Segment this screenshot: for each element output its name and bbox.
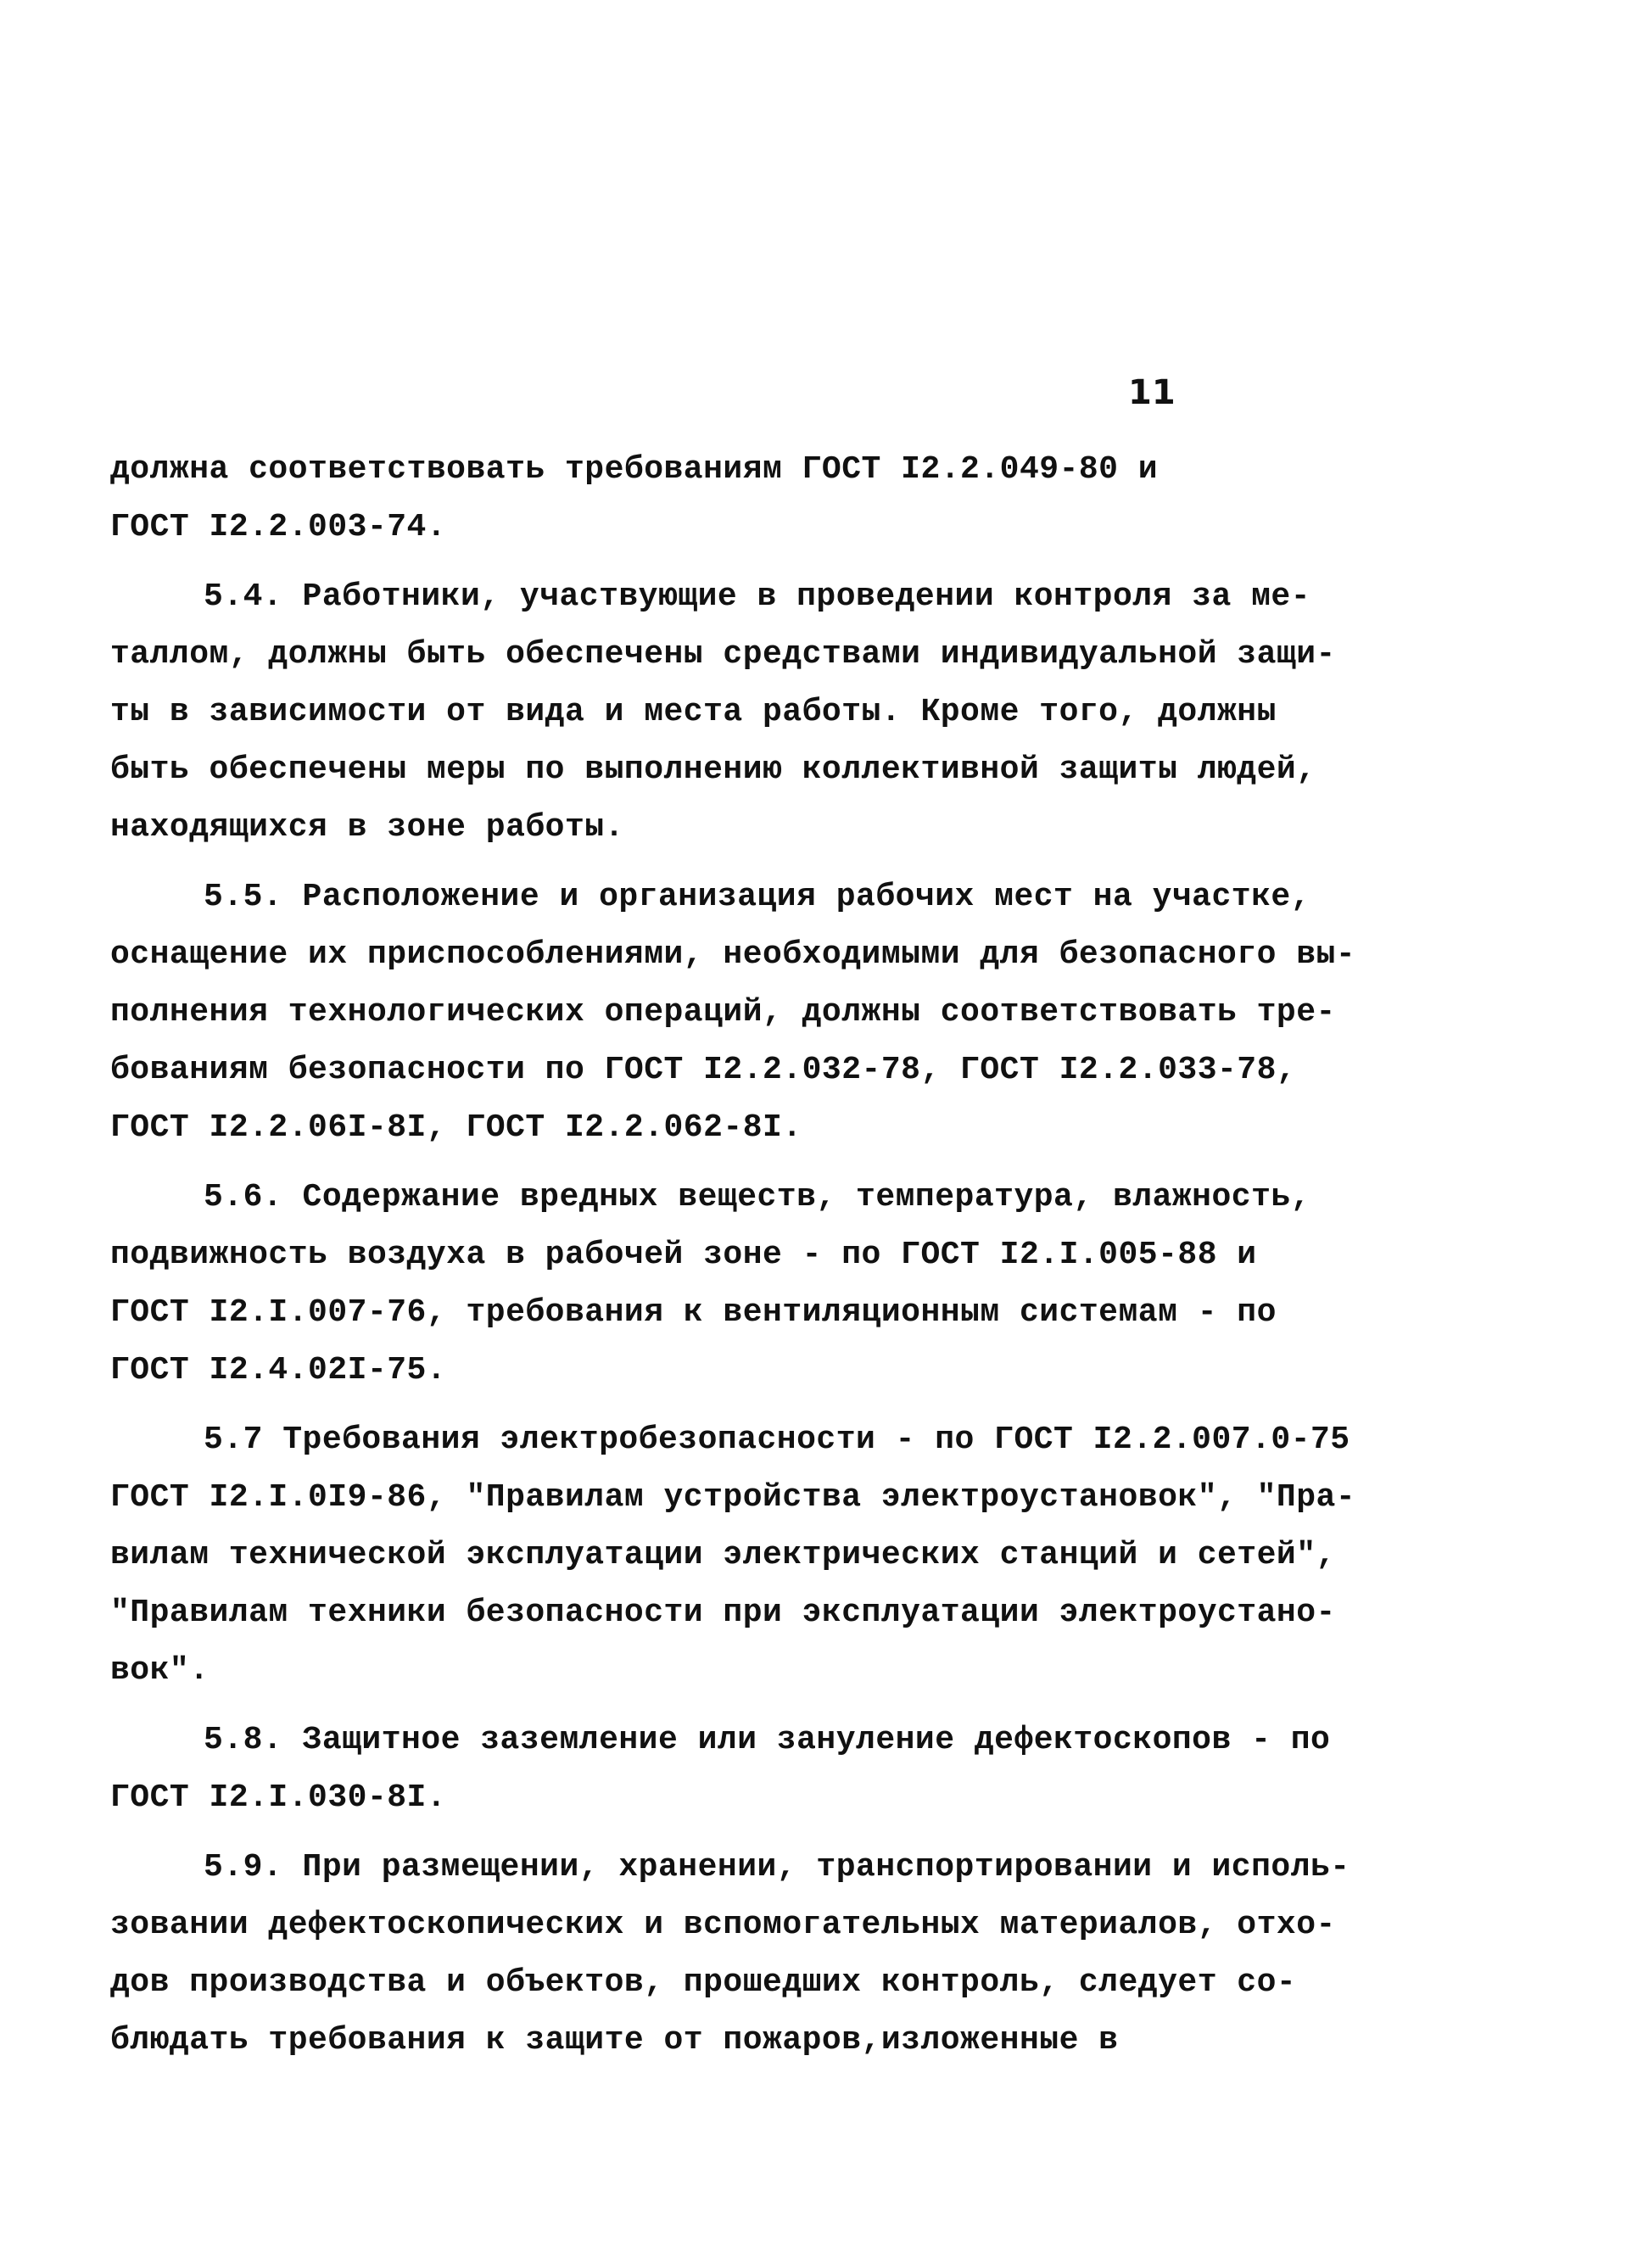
paragraph-5-9 (110, 1839, 1350, 2070)
paragraph-5-4 (110, 568, 1336, 857)
paragraph-5-5 (110, 869, 1356, 1157)
text-line: ГОСТ I2.4.02I-75. (110, 1352, 447, 1388)
text-line: ГОСТ I2.I.007-76, требования к вентиляционным системам - по (110, 1294, 1277, 1331)
text-line: быть обеспечены меры по выполнению коллективной защиты людей, (110, 751, 1316, 788)
text-line: зовании дефектоскопических и вспомогательных материалов, отхо- (110, 1907, 1336, 1943)
text-line: блюдать требования к защите от пожаров,изложенные в (110, 2022, 1119, 2059)
text-line: "Правилам техники безопасности при эксплуатации электроустано- (110, 1595, 1336, 1631)
paragraph-continuation (110, 441, 1213, 556)
paragraph-5-6 (110, 1169, 1311, 1399)
text-line: оснащение их приспособлениями, необходимыми для безопасного вы- (110, 936, 1356, 973)
text-line: ГОСТ I2.2.06I-8I, ГОСТ I2.2.062-8I. (110, 1109, 802, 1146)
text-line: 5.4. Работники, участвующие в проведении контроля за ме- (204, 578, 1311, 615)
text-line: ты в зависимости от вида и места работы. Кроме того, должны (110, 694, 1277, 730)
text-line: 5.8. Защитное заземление или зануление дефектоскопов - по (204, 1722, 1331, 1758)
text-line: вилам технической эксплуатации электрических станций и сетей", (110, 1537, 1336, 1573)
text-line: вок". (110, 1652, 210, 1689)
document-body (110, 441, 1356, 2081)
text-line: полнения технологических операций, должны соответствовать тре- (110, 994, 1336, 1031)
text-line: ГОСТ I2.I.030-8I. (110, 1779, 447, 1816)
text-line: должна соответствовать требованиям ГОСТ I2.2.049-80 и (110, 451, 1159, 488)
paragraph-5-8 (110, 1712, 1331, 1827)
paragraph-5-7 (110, 1411, 1356, 1700)
text-line: ГОСТ I2.I.0I9-86, "Правилам устройства электроустановок", "Пра- (110, 1479, 1356, 1516)
text-line: бованиям безопасности по ГОСТ I2.2.032-78, ГОСТ I2.2.033-78, (110, 1052, 1297, 1088)
text-line: 5.6. Содержание вредных веществ, температура, влажность, (204, 1179, 1311, 1215)
page-number: 11 (1128, 373, 1176, 412)
text-line: таллом, должны быть обеспечены средствами индивидуальной защи- (110, 636, 1336, 673)
text-line: 5.7 Требования электробезопасности - по ГОСТ I2.2.007.0-75 (204, 1422, 1350, 1458)
text-line: подвижность воздуха в рабочей зоне - по ГОСТ I2.I.005-88 и (110, 1237, 1257, 1273)
text-line: 5.5. Расположение и организация рабочих мест на участке, (204, 879, 1311, 915)
text-line: находящихся в зоне работы. (110, 809, 624, 846)
text-line: дов производства и объектов, прошедших контроль, следует со- (110, 1964, 1297, 2001)
text-line: 5.9. При размещении, хранении, транспортировании и исполь- (204, 1849, 1350, 1885)
text-line: ГОСТ I2.2.003-74. (110, 509, 447, 545)
